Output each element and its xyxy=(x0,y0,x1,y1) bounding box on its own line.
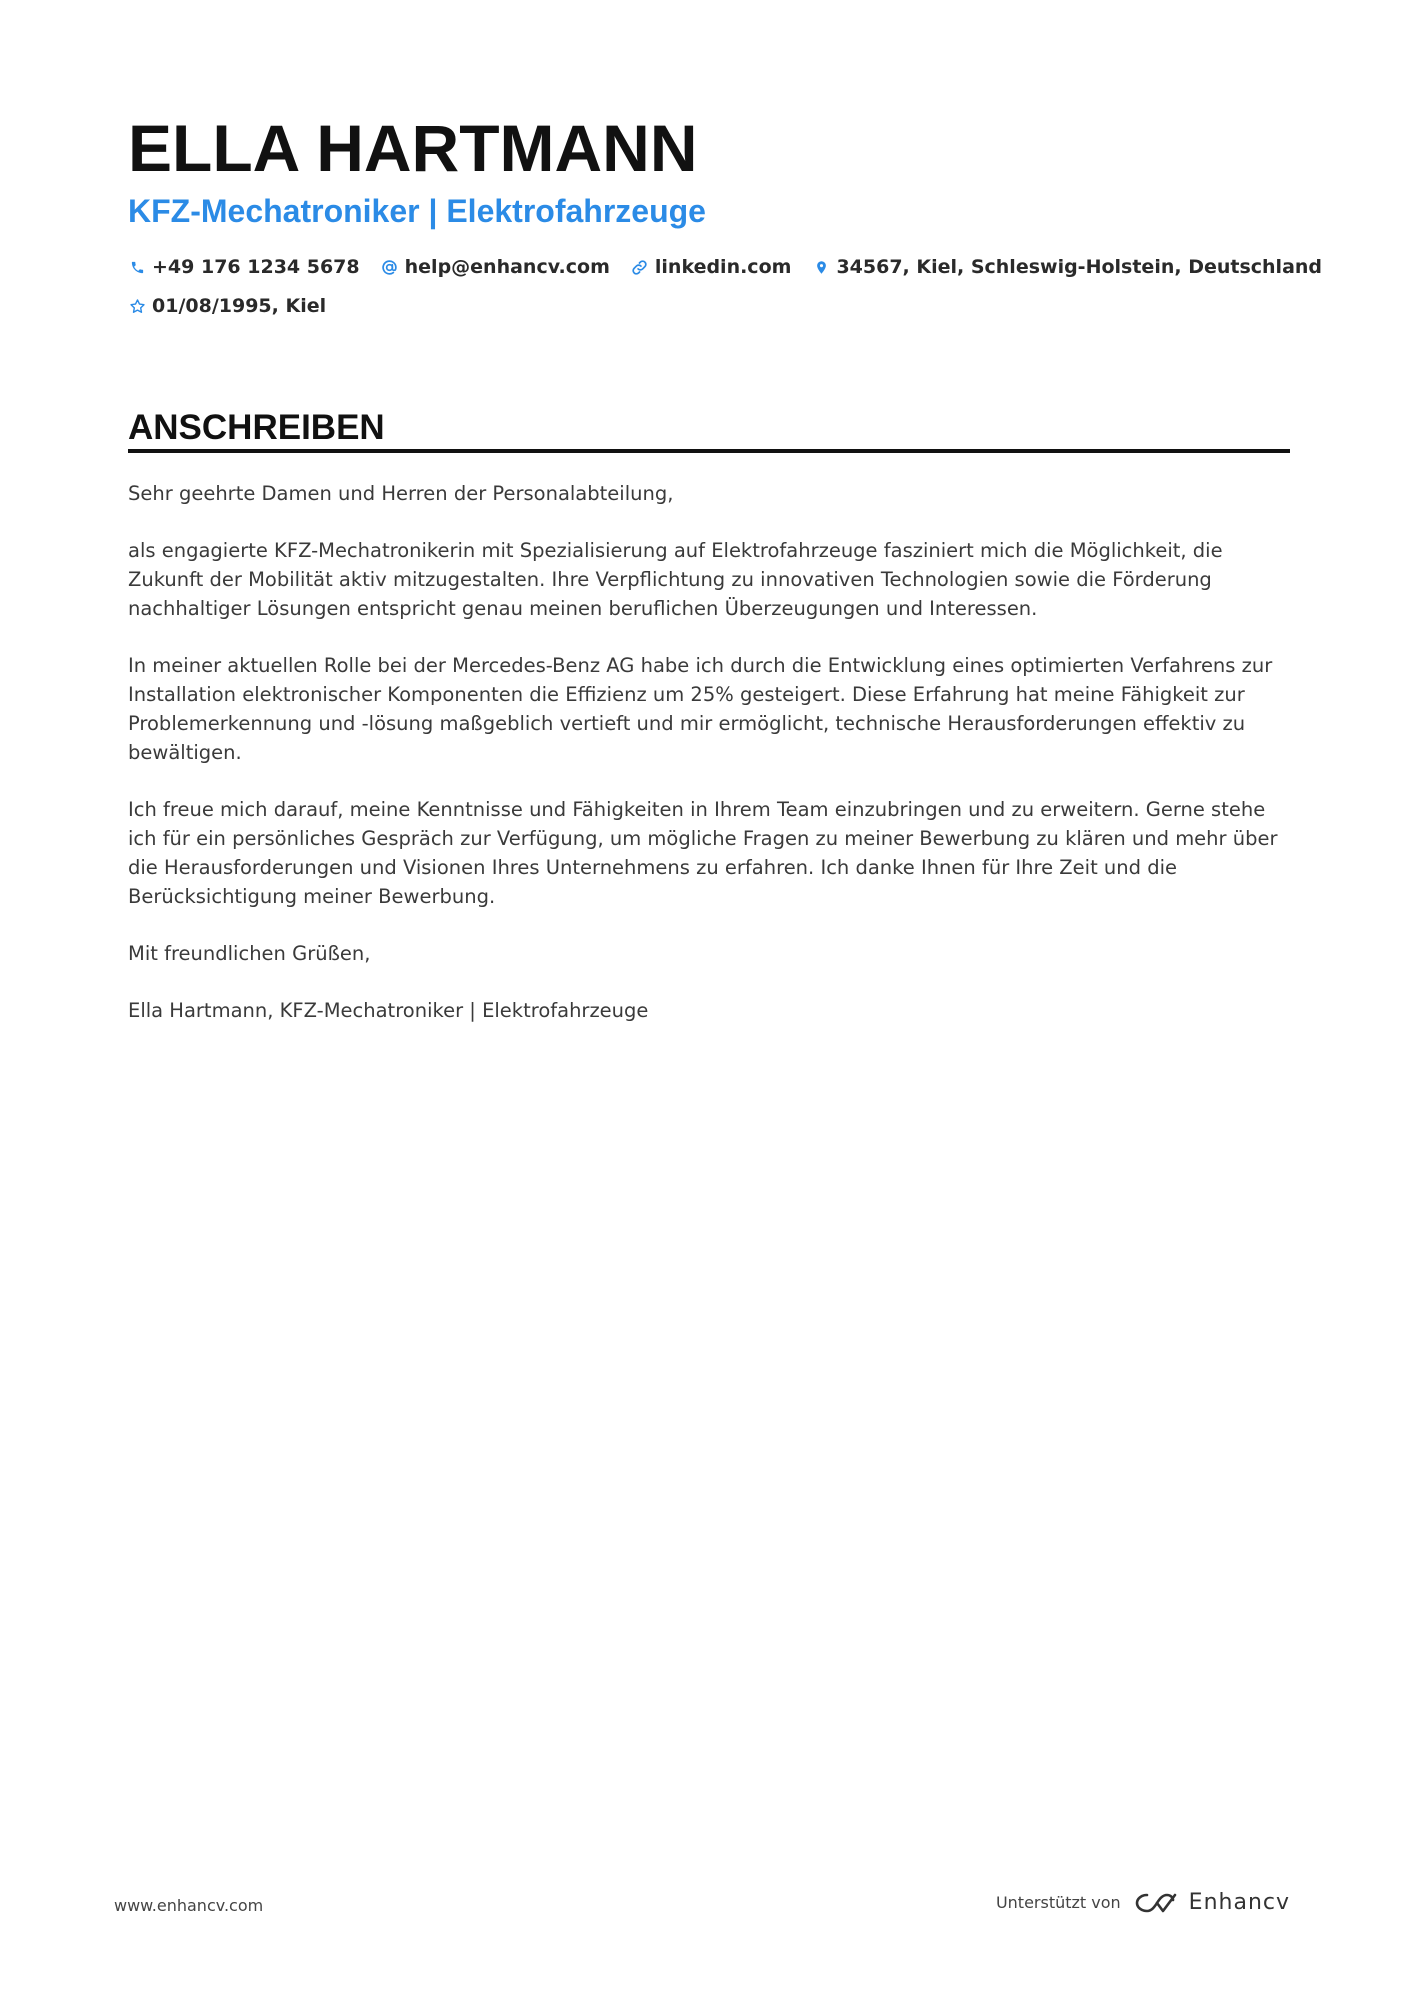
contact-birth xyxy=(128,293,326,319)
contact-phone[interactable] xyxy=(128,254,360,280)
powered-by-label: Unterstützt von xyxy=(995,1893,1121,1912)
letter-paragraph: Ich freue mich darauf, meine Kenntnisse und Fähigkeiten in Ihrem Team einzubringen und zu erweitern. Gerne stehe ich für ein persönliches Gespräch zur Verfügung, um mögliche Fragen zu meiner Bewerbung zu klären und mehr über die Herausforderungen und Visionen Ihres Unternehmens zu erfahren. Ich danke Ihnen für Ihre Zeit und die Berücksichtigung meiner Bewerbung. xyxy=(128,798,1278,908)
letter-body xyxy=(128,479,1290,1053)
footer-url[interactable]: www.enhancv.com xyxy=(114,1896,264,1915)
contact-location-text: 34567, Kiel, Schleswig-Holstein, Deutschland xyxy=(836,256,1323,278)
contact-location xyxy=(812,254,1322,280)
contact-birth-text: 01/08/1995, Kiel xyxy=(152,295,327,317)
brand-name: Enhancv xyxy=(1188,1890,1290,1915)
contact-phone-text: +49 176 1234 5678 xyxy=(152,256,360,278)
enhancv-logo-icon xyxy=(1133,1891,1179,1915)
link-icon xyxy=(631,258,649,276)
candidate-headline: KFZ-Mechatroniker | Elektrofahrzeuge xyxy=(128,193,706,229)
location-pin-icon xyxy=(812,258,830,276)
contact-email-text: help@enhancv.com xyxy=(404,256,610,278)
section-title: ANSCHREIBEN xyxy=(128,408,385,447)
contact-linkedin[interactable] xyxy=(631,254,792,280)
section-divider xyxy=(128,449,1290,453)
footer-branding[interactable] xyxy=(996,1890,1290,1915)
candidate-name: ELLA HARTMANN xyxy=(128,111,698,185)
letter-salutation: Sehr geehrte Damen und Herren der Personalabteilung, xyxy=(128,482,674,505)
letter-closing: Mit freundlichen Grüßen, xyxy=(128,942,371,965)
letter-paragraph: In meiner aktuellen Rolle bei der Mercedes-Benz AG habe ich durch die Entwicklung eines optimierten Verfahrens zur Installation elektronischer Komponenten die Effizienz um 25% gesteigert. Diese Erfahrung hat meine Fähigkeit zur Problemerkennung und -lösung maßgeblich vertieft und mir ermöglicht, technische Herausforderungen effektiv zu bewältigen. xyxy=(128,654,1273,764)
letter-paragraph: als engagierte KFZ-Mechatronikerin mit Spezialisierung auf Elektrofahrzeuge fasziniert mich die Möglichkeit, die Zukunft der Mobilität aktiv mitzugestalten. Ihre Verpflichtung zu innovativen Technologien sowie die Förderung nachhaltiger Lösungen entspricht genau meinen beruflichen Überzeugungen und Interessen. xyxy=(128,539,1223,620)
letter-signature: Ella Hartmann, KFZ-Mechatroniker | Elektrofahrzeuge xyxy=(128,999,649,1022)
at-icon xyxy=(381,258,399,276)
contact-email[interactable] xyxy=(381,254,610,280)
phone-icon xyxy=(128,258,146,276)
star-icon xyxy=(128,297,146,315)
contact-row-secondary xyxy=(128,293,347,319)
contact-linkedin-text: linkedin.com xyxy=(654,256,792,278)
contact-row-primary xyxy=(128,254,1343,280)
